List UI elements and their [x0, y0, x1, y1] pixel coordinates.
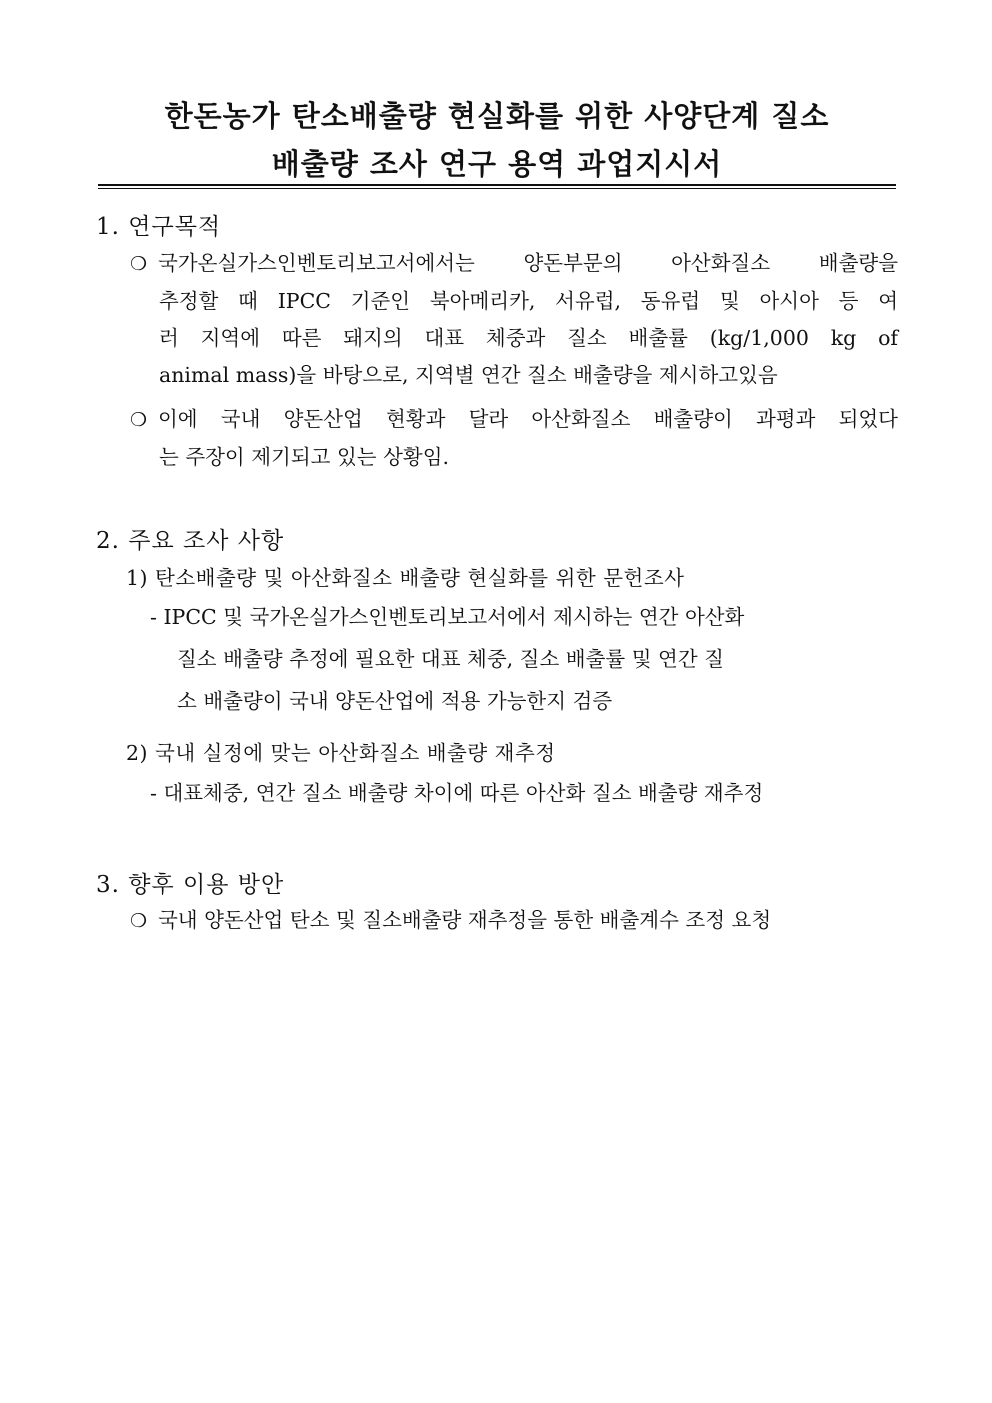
detail-line: - 대표체중, 연간 질소 배출량 차이에 따른 아산화 질소 배출량 재추정 [150, 781, 764, 805]
detail-line: 소 배출량이 국내 양돈산업에 적용 가능한지 검증 [177, 689, 613, 713]
section-2-item-1-label: 1) 탄소배출량 및 아산화질소 배출량 현실화를 위한 문헌조사 [126, 566, 685, 590]
bullet-line: 추정할 때 IPCC 기준인 북아메리카, 서유럽, 동유럽 및 아시아 등 여 [159, 289, 898, 313]
circle-bullet-icon: ❍ [130, 409, 148, 431]
section-3-heading: 3. 향후 이용 방안 [96, 872, 285, 898]
bullet-line: 러 지역에 따른 돼지의 대표 체중과 질소 배출률 (kg/1,000 kg of [159, 326, 898, 350]
bullet-line: ❍ 국내 양돈산업 탄소 및 질소배출량 재추정을 통한 배출계수 조정 요청 [130, 902, 898, 940]
bullet-line: animal mass)을 바탕으로, 지역별 연간 질소 배출량을 제시하고있음 [159, 363, 778, 387]
document-title [98, 92, 896, 188]
bullet-line: ❍ 이에 국내 양돈산업 현황과 달라 아산화질소 배출량이 과평과 되었다 [130, 401, 898, 439]
circle-bullet-icon: ❍ [130, 910, 148, 932]
bullet-line: 는 주장이 제기되고 있는 상황임. [159, 445, 450, 469]
circle-bullet-icon: ❍ [130, 253, 148, 275]
section-3-bullet-1 [130, 902, 898, 940]
detail-line: - IPCC 및 국가온실가스인벤토리보고서에서 제시하는 연간 아산화 [150, 605, 745, 629]
title-line-1: 한돈농가 탄소배출량 현실화를 위한 사양단계 질소 [164, 99, 830, 133]
section-1-heading: 1. 연구목적 [96, 214, 222, 240]
title-underline [98, 184, 896, 186]
section-2-heading: 2. 주요 조사 사항 [96, 528, 285, 554]
detail-line: 질소 배출량 추정에 필요한 대표 체중, 질소 배출률 및 연간 질 [177, 647, 724, 671]
title-line-2: 배출량 조사 연구 용역 과업지시서 [271, 147, 723, 181]
section-1-bullet-2 [130, 401, 898, 476]
bullet-line: ❍ 국가온실가스인벤토리보고서에서는 양돈부문의 아산화질소 배출량을 [130, 245, 898, 283]
section-2-item-2-detail [150, 772, 878, 814]
section-2-item-2-label: 2) 국내 실정에 맞는 아산화질소 배출량 재추정 [126, 741, 556, 765]
section-1-bullet-1 [130, 245, 898, 394]
title-underline-thin [98, 188, 896, 189]
section-2-item-1-detail [150, 596, 878, 722]
